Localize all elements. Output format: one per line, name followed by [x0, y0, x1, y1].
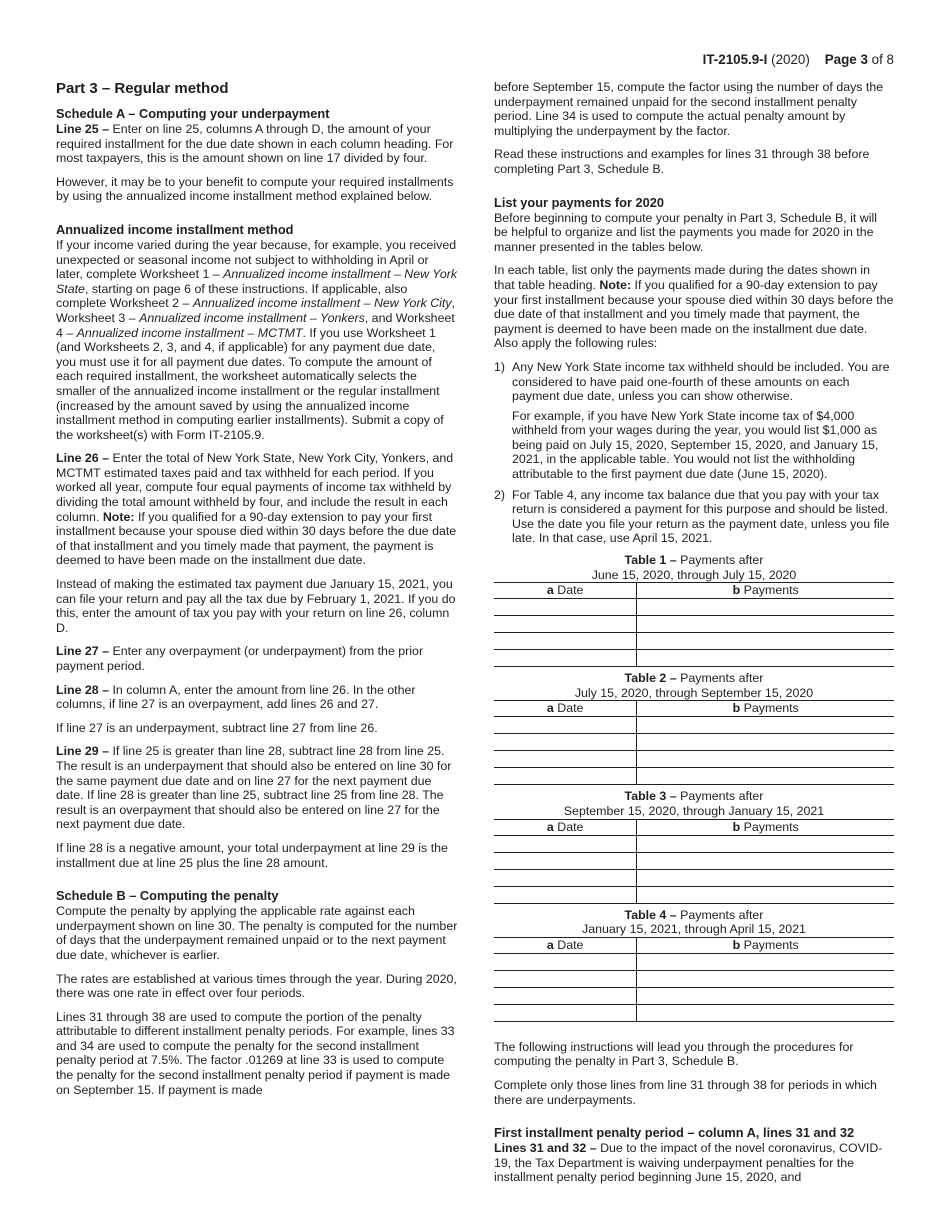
- annualized-heading: Annualized income installment method: [56, 221, 294, 237]
- table-row: [494, 1004, 894, 1021]
- benefit-paragraph: However, it may be to your benefit to compute your required installments by using the annualized income installment method explained below.: [56, 174, 454, 204]
- date-cell[interactable]: [494, 852, 637, 869]
- line-27-underpayment-paragraph: If line 27 is an underpayment, subtract line 27 from line 26.: [56, 720, 378, 735]
- table-date-range: July 15, 2020, through September 15, 2020: [574, 685, 814, 700]
- each-table-paragraph: In each table, list only the payments made during the dates shown in that table heading. Note: If you qualified for a 90-day extension to pay your first installment because your spouse died within 30 days before the due date of that installment and you timely made that payment, the payment is deemed to have been made on the installment due date. Also apply the following rules:: [494, 263, 894, 351]
- line-28-paragraph: Line 28 – In column A, enter the amount from line 26. In the other columns, if line 27 is an overpayment, add lines 26 and 27.: [56, 682, 416, 712]
- payment-table-3: [494, 789, 894, 903]
- line-26-paragraph: Line 26 – Enter the total of New York State, New York City, Yonkers, and MCTMT estimated taxes paid and tax withheld for each period. If you worked all year, compute four equal payments of income tax withheld by dividing the total amount withheld by four, and include the result in each column. Note: If you qualified for a 90-day extension to pay your first installment because your spouse died within 30 days before the due date of that installment and you timely made that payment, the payment is deemed to have been made on the installment due date.: [56, 451, 457, 568]
- line-27-paragraph: Line 27 – Enter any overpayment (or underpayment) from the prior payment period.: [56, 644, 424, 673]
- date-cell[interactable]: [494, 1004, 637, 1021]
- date-cell[interactable]: [494, 768, 637, 785]
- payment-cell[interactable]: [637, 768, 894, 785]
- page-label: Page 3: [824, 52, 868, 67]
- line-28-negative-paragraph: If line 28 is a negative amount, your total underpayment at line 29 is the installment due at line 25 plus the line 28 amount.: [56, 840, 448, 870]
- january-paragraph: Instead of making the estimated tax payment due January 15, 2021, you can file your return and pay all the tax due by February 1, 2021. If you do this, enter the amount of tax you pay with your return on line 26, column D.: [56, 577, 456, 635]
- payment-cell[interactable]: [637, 852, 894, 869]
- table-title: Table 1 – Payments after June 15, 2020, through July 15, 2020: [591, 553, 797, 582]
- table-date-range: January 15, 2021, through April 15, 2021: [582, 922, 806, 937]
- payment-cell[interactable]: [637, 650, 894, 667]
- table-row: [494, 717, 894, 734]
- table-row: [494, 633, 894, 650]
- payments-table: [494, 582, 894, 667]
- table-title: Table 3 – Payments after September 15, 2020, through January 15, 2021: [563, 789, 825, 818]
- column-b-header: b Payments: [637, 701, 894, 717]
- date-cell[interactable]: [494, 734, 637, 751]
- date-cell[interactable]: [494, 970, 637, 987]
- annualized-paragraph: If your income varied during the year because, for example, you received unexpected or seasonal income not subject to withholding in April or later, complete Worksheet 1 – Annualized income installment – New York State, starting on page 6 of these instructions. If applicable, also complete Worksheet 2 – Annualized income installment – New York City, Worksheet 3 – Annualized income installment – Yonkers, and Worksheet 4 – Annualized income installment – MCTMT. If you use Worksheet 1 (and Worksheets 2, 3, and 4, if applicable) for any payment due date, you must use it for all payment due dates. To compute the amount of each required installment, the worksheet automatically selects the smaller of the annualized income installment or the regular installment (increased by the amount saved by using the annualized income installment method in computing earlier installments). Submit a copy of the worksheet(s) with Form IT-2105.9.: [56, 237, 458, 442]
- schedule-b-heading: Schedule B – Computing the penalty: [56, 888, 279, 904]
- payment-cell[interactable]: [637, 599, 894, 616]
- date-cell[interactable]: [494, 717, 637, 734]
- form-year: (2020): [771, 52, 810, 67]
- line-25-paragraph: Line 25 – Enter on line 25, columns A through D, the amount of your required installment for the due date shown in each column heading. For most taxpayers, this is the amount shown on line 17 divided by four.: [56, 122, 454, 166]
- table-row: [494, 616, 894, 633]
- column-a-header: a Date: [494, 701, 637, 717]
- left-column: [56, 80, 458, 1106]
- payment-table-2: [494, 671, 894, 785]
- payment-tables: [494, 553, 894, 1022]
- payment-table-4: [494, 908, 894, 1022]
- date-cell[interactable]: [494, 599, 637, 616]
- table-row: [494, 751, 894, 768]
- date-cell[interactable]: [494, 987, 637, 1004]
- date-cell[interactable]: [494, 633, 637, 650]
- rule-2: 2) For Table 4, any income tax balance due that you pay with your tax return is considered a payment for this purpose and should be listed. Use the date you file your return as the payment date, unless you file late. In that case, use April 15, 2021.: [494, 487, 890, 546]
- payment-cell[interactable]: [637, 633, 894, 650]
- first-installment-heading: First installment penalty period – column A, lines 31 and 32: [494, 1125, 855, 1141]
- date-cell[interactable]: [494, 869, 637, 886]
- following-paragraph: The following instructions will lead you through the procedures for computing the penalty in Part 3, Schedule B.: [494, 1039, 854, 1069]
- part-title: Part 3 – Regular method: [56, 80, 229, 97]
- lines-31-38-paragraph: Lines 31 through 38 are used to compute the portion of the penalty attributable to different installment penalty periods. For example, lines 33 and 34 are used to compute the penalty for the second installment penalty period at 7.5%. The factor .01269 at line 33 is used to compute the penalty for the second installment penalty period if payment is made on September 15. If payment is made: [56, 1009, 455, 1097]
- schedule-a-heading: Schedule A – Computing your underpayment: [56, 106, 330, 121]
- payment-cell[interactable]: [637, 616, 894, 633]
- payment-cell[interactable]: [637, 717, 894, 734]
- continuation-paragraph: before September 15, compute the factor using the number of days the underpayment remained unpaid for the second installment penalty period. Line 34 is used to compute the actual penalty amount by multiplying the underpayment by the factor.: [494, 80, 884, 138]
- rule-1-example: For example, if you have New York State income tax of $4,000 withheld from your wages during the year, you would list $1,000 as being paid on July 15, 2020, September 15, 2020, and January 15, 2021, in the applicable table. You would not list the withholding attributable to the first payment due date (June 15, 2020).: [512, 408, 879, 482]
- table-row: [494, 599, 894, 616]
- payment-cell[interactable]: [637, 835, 894, 852]
- lines-31-32-paragraph: Lines 31 and 32 – Due to the impact of the novel coronavirus, COVID-19, the Tax Department is waiving underpayment penalties for the installment penalty period beginning June 15, 2020, and: [494, 1141, 883, 1185]
- payments-table: [494, 700, 894, 785]
- date-cell[interactable]: [494, 650, 637, 667]
- list-payments-heading: List your payments for 2020: [494, 194, 664, 210]
- table-row: [494, 650, 894, 667]
- table-row: [494, 734, 894, 751]
- rule-1: 1) Any New York State income tax withheld should be included. You are considered to have paid one-fourth of these amounts on each payment due date, unless you can show otherwise. For example, if you have New York State income tax of $4,000 withheld from your wages during the year, you would list $1,000 as being paid on July 15, 2020, September 15, 2020, and January 15, 2021, in the applicable table. You would not list the withholding attributable to the first payment due date (June 15, 2020).: [494, 360, 894, 482]
- payments-table: [494, 819, 894, 904]
- payments-table: [494, 937, 894, 1022]
- payment-cell[interactable]: [637, 970, 894, 987]
- payment-cell[interactable]: [637, 869, 894, 886]
- page-of: of 8: [871, 52, 894, 67]
- rules-list: [494, 360, 894, 546]
- column-b-header: b Payments: [637, 819, 894, 835]
- right-column: [494, 80, 894, 1194]
- table-row: [494, 886, 894, 903]
- payment-table-1: [494, 553, 894, 667]
- table-row: [494, 953, 894, 970]
- read-instructions-paragraph: Read these instructions and examples for lines 31 through 38 before completing Part 3, Schedule B.: [494, 147, 870, 176]
- penalty-paragraph: Compute the penalty by applying the applicable rate against each underpayment shown on line 30. The penalty is computed for the number of days that the underpayment remained unpaid or to the next payment due date, whichever is earlier.: [56, 904, 458, 962]
- date-cell[interactable]: [494, 953, 637, 970]
- table-title: Table 4 – Payments after January 15, 2021, through April 15, 2021: [582, 907, 806, 937]
- table-row: [494, 768, 894, 785]
- date-cell[interactable]: [494, 886, 637, 903]
- date-cell[interactable]: [494, 835, 637, 852]
- column-a-header: a Date: [494, 937, 637, 953]
- column-b-header: b Payments: [637, 937, 894, 953]
- rates-paragraph: The rates are established at various times through the year. During 2020, there was one rate in effect over four periods.: [56, 971, 457, 1001]
- table-row: [494, 970, 894, 987]
- payment-cell[interactable]: [637, 953, 894, 970]
- line-29-paragraph: Line 29 – If line 25 is greater than line 28, subtract line 28 from line 25. The result is an underpayment that should also be entered on line 30 for the same payment due date and on line 27 for the next payment due date. If line 28 is greater than line 25, subtract line 25 from line 28. The result is an overpayment that should also be entered on line 27 for the next payment due date.: [56, 744, 452, 832]
- table-row: [494, 835, 894, 852]
- payment-cell[interactable]: [637, 1004, 894, 1021]
- form-id: IT-2105.9-I: [702, 52, 768, 67]
- column-a-header: a Date: [494, 583, 637, 599]
- table-date-range: September 15, 2020, through January 15, 2021: [563, 804, 825, 818]
- page-header: [703, 53, 894, 68]
- table-row: [494, 987, 894, 1004]
- payment-cell[interactable]: [637, 751, 894, 768]
- table-row: [494, 869, 894, 886]
- payment-cell[interactable]: [637, 987, 894, 1004]
- payment-cell[interactable]: [637, 734, 894, 751]
- list-payments-paragraph: Before beginning to compute your penalty in Part 3, Schedule B, it will be helpful to organize and list the payments you made for 2020 in the manner presented in the tables below.: [494, 210, 877, 254]
- table-row: [494, 852, 894, 869]
- table-date-range: June 15, 2020, through July 15, 2020: [591, 567, 797, 582]
- complete-paragraph: Complete only those lines from line 31 through 38 for periods in which there are underpayments.: [494, 1077, 877, 1107]
- column-a-header: a Date: [494, 819, 637, 835]
- payment-cell[interactable]: [637, 886, 894, 903]
- table-title: Table 2 – Payments after July 15, 2020, through September 15, 2020: [574, 671, 814, 700]
- date-cell[interactable]: [494, 751, 637, 768]
- date-cell[interactable]: [494, 616, 637, 633]
- column-b-header: b Payments: [637, 583, 894, 599]
